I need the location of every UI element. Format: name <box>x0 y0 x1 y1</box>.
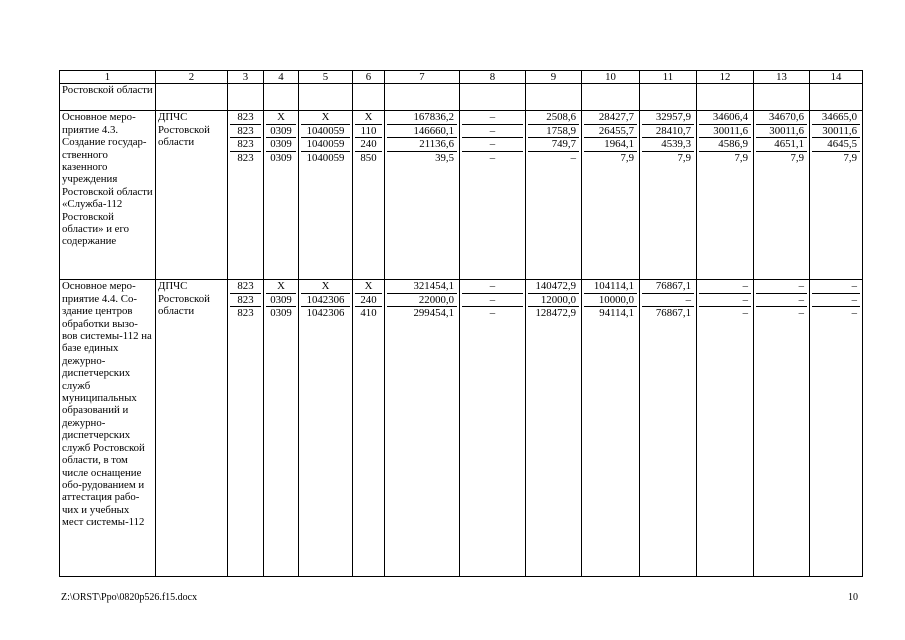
table-cell-value: 850 <box>360 151 377 164</box>
table-cell-value: – <box>812 294 860 307</box>
table-cell-value: – <box>642 294 694 307</box>
table-cell-value: 34606,4 <box>699 111 751 124</box>
table-cell-value: 26455,7 <box>584 125 637 138</box>
cell-col7 <box>385 280 460 577</box>
header-col-8: 8 <box>460 71 526 84</box>
table-cell-value: 1758,9 <box>528 125 579 138</box>
cell-col6 <box>353 111 385 280</box>
table-cell-value: 7,9 <box>734 151 748 164</box>
table-row-block2 <box>60 280 863 577</box>
table-cell-value: 21136,6 <box>387 138 457 151</box>
table-cell-value: 34670,6 <box>756 111 807 124</box>
header-col-5: 5 <box>299 71 353 84</box>
table-cell-value: 30011,6 <box>812 125 860 138</box>
table-cell-value: 7,9 <box>677 151 691 164</box>
table-cell-value: 34665,0 <box>812 111 860 124</box>
table-cell-value: 749,7 <box>528 138 579 151</box>
table-cell-value: 0309 <box>266 294 296 307</box>
header-col-9: 9 <box>526 71 582 84</box>
table-cell-value: – <box>756 294 807 307</box>
cell-col12 <box>697 280 754 577</box>
cell-col10 <box>582 111 640 280</box>
header-col-1: 1 <box>60 71 156 84</box>
cell-col8 <box>460 111 526 280</box>
footer-file-path: Z:\ORST\Ppo\0820p526.f15.docx <box>61 592 198 603</box>
budget-table <box>59 70 863 577</box>
table-cell-value: – <box>570 151 576 164</box>
cell-col1: Основное меро-приятие 4.4. Со-здание центров обработки вызо-вов системы-112 на базе единых дежурно-диспетчерских служб муниципальных образований и дежурно-диспетчерских служб Ростовской области, в том числе оснащение обо-рудованием и аттестация рабо-чих и учебных мест системы-112 <box>60 280 156 577</box>
cell-col14 <box>810 280 863 577</box>
cell-col1: Ростовской области <box>60 84 156 111</box>
table-cell-value: – <box>462 280 523 293</box>
table-cell-value: X <box>266 280 296 293</box>
table-cell-value: 1042306 <box>301 294 350 307</box>
table-cell-value: 39,5 <box>435 151 454 164</box>
table-cell-value: 30011,6 <box>699 125 751 138</box>
header-col-14: 14 <box>810 71 863 84</box>
cell-col5 <box>299 111 353 280</box>
table-cell-value: – <box>756 280 807 293</box>
cell-col9 <box>526 280 582 577</box>
table-cell-value: 1040059 <box>301 125 350 138</box>
cell-col8 <box>460 280 526 577</box>
table-cell-value: 823 <box>230 294 261 307</box>
header-col-6: 6 <box>353 71 385 84</box>
table-cell-value: 76867,1 <box>642 280 694 293</box>
table-cell-value: X <box>266 111 296 124</box>
cell-col9 <box>526 111 582 280</box>
table-cell-value: 1040059 <box>306 151 345 164</box>
table-cell-value: 28427,7 <box>584 111 637 124</box>
table-cell-value: – <box>742 307 748 320</box>
table-cell-value: – <box>489 151 496 164</box>
header-row <box>60 71 863 84</box>
header-col-7: 7 <box>385 71 460 84</box>
table-cell-value: 823 <box>237 307 254 320</box>
table-cell-value: 4651,1 <box>756 138 807 151</box>
cell-col5 <box>299 280 353 577</box>
table-cell-value: – <box>462 138 523 151</box>
table-cell-value: 32957,9 <box>642 111 694 124</box>
table-cell-value: 299454,1 <box>413 307 454 320</box>
table-cell-value: – <box>699 294 751 307</box>
header-col-11: 11 <box>640 71 697 84</box>
cell-col13 <box>754 280 810 577</box>
cell-col11 <box>640 280 697 577</box>
table-cell-value: 94114,1 <box>599 307 634 320</box>
header-col-12: 12 <box>697 71 754 84</box>
table-cell-value: X <box>355 280 382 293</box>
header-col-2: 2 <box>156 71 228 84</box>
table-cell-value: 240 <box>355 138 382 151</box>
table-cell-value: – <box>851 307 857 320</box>
table-cell-value: – <box>462 111 523 124</box>
header-col-10: 10 <box>582 71 640 84</box>
table-cell-value: 110 <box>355 125 382 138</box>
table-cell-value: 0309 <box>270 151 292 164</box>
cell-col13 <box>754 111 810 280</box>
cell-col7 <box>385 111 460 280</box>
table-cell-value: 0309 <box>266 138 296 151</box>
table-row <box>60 84 863 111</box>
table-cell-value: 240 <box>355 294 382 307</box>
cell-col4 <box>264 280 299 577</box>
table-cell-value: 321454,1 <box>387 280 457 293</box>
table-cell-value: X <box>301 280 350 293</box>
cell-col12 <box>697 111 754 280</box>
table-cell-value: 1040059 <box>301 138 350 151</box>
cell-col2: ДПЧС Ростовской области <box>156 111 228 280</box>
header-col-4: 4 <box>264 71 299 84</box>
table-cell-value: 146660,1 <box>387 125 457 138</box>
table-cell-value: 823 <box>230 111 261 124</box>
table-cell-value: 4645,5 <box>812 138 860 151</box>
table-cell-value: 22000,0 <box>387 294 457 307</box>
table-cell-value: 104114,1 <box>584 280 637 293</box>
table-cell-value: 76867,1 <box>655 307 691 320</box>
table-cell-value: 2508,6 <box>528 111 579 124</box>
header-col-3: 3 <box>228 71 264 84</box>
table-cell-value: 7,9 <box>843 151 857 164</box>
table-cell-value: 823 <box>230 280 261 293</box>
table-cell-value: 7,9 <box>790 151 804 164</box>
table-cell-value: 28410,7 <box>642 125 694 138</box>
table-cell-value: 30011,6 <box>756 125 807 138</box>
table-cell-value: 10000,0 <box>584 294 637 307</box>
cell-col4 <box>264 111 299 280</box>
table-cell-value: 823 <box>237 151 254 164</box>
table-cell-value: 167836,2 <box>387 111 457 124</box>
table-cell-value: – <box>462 125 523 138</box>
table-cell-value: 4539,3 <box>642 138 694 151</box>
table-cell-value: 140472,9 <box>528 280 579 293</box>
cell-col2: ДПЧС Ростовской области <box>156 280 228 577</box>
table-cell-value: 823 <box>230 125 261 138</box>
table-cell-value: – <box>462 294 523 307</box>
cell-col10 <box>582 280 640 577</box>
table-cell-value: 12000,0 <box>528 294 579 307</box>
table-cell-value: – <box>699 280 751 293</box>
table-cell-value: X <box>355 111 382 124</box>
table-cell-value: X <box>301 111 350 124</box>
table-cell-value: 0309 <box>266 125 296 138</box>
table-cell-value: 823 <box>230 138 261 151</box>
table-cell-value: 7,9 <box>620 151 634 164</box>
table-cell-value: 1042306 <box>306 307 345 320</box>
cell-col1: Основное меро-приятие 4.3. Создание государ-ственного казенного учреждения Ростовской области «Служба-112 Ростовской области» и его содержание <box>60 111 156 280</box>
cell-col11 <box>640 111 697 280</box>
table-cell-value: 0309 <box>270 307 292 320</box>
page-number: 10 <box>848 592 858 603</box>
cell-col14 <box>810 111 863 280</box>
cell-col3 <box>228 111 264 280</box>
table-cell-value: 4586,9 <box>699 138 751 151</box>
table-cell-value: 1964,1 <box>584 138 637 151</box>
cell-col6 <box>353 280 385 577</box>
table-row-block1 <box>60 111 863 280</box>
table-cell-value: – <box>489 307 496 320</box>
table-cell-value: 128472,9 <box>535 307 576 320</box>
header-col-13: 13 <box>754 71 810 84</box>
table-cell-value: – <box>812 280 860 293</box>
table-cell-value: – <box>798 307 804 320</box>
cell-col3 <box>228 280 264 577</box>
table-cell-value: 410 <box>360 307 377 320</box>
